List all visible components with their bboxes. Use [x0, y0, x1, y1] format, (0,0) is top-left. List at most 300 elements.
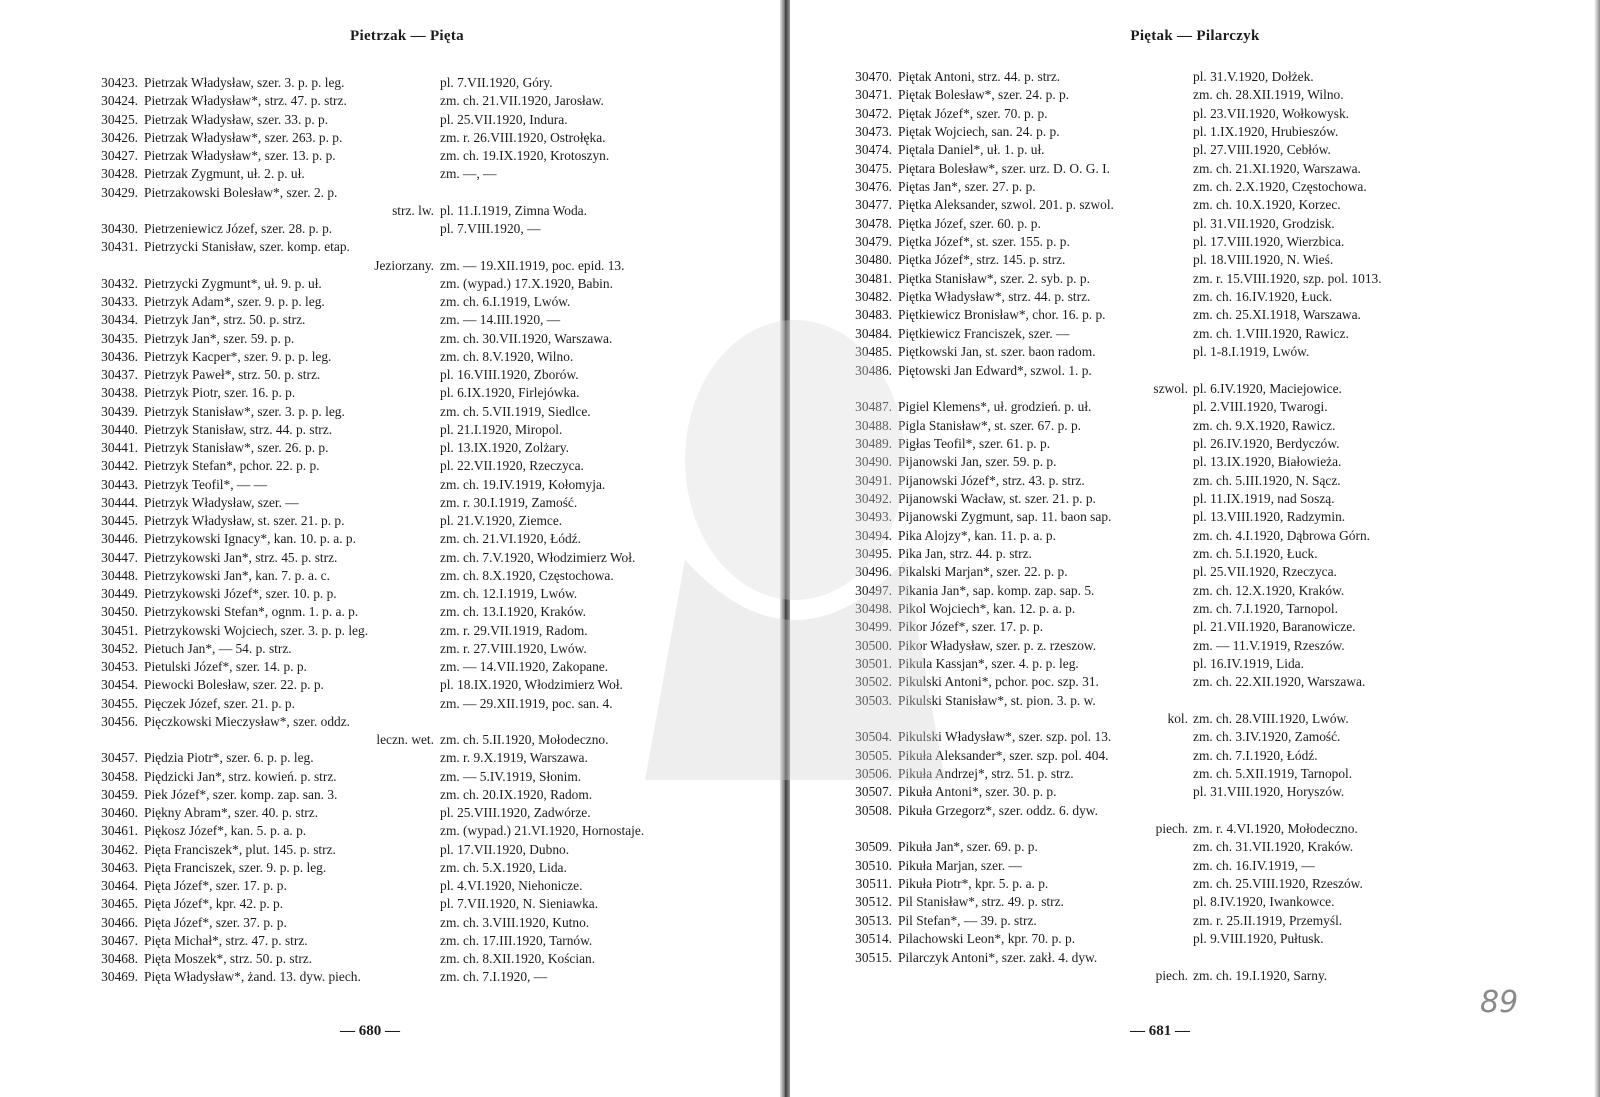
list-item [84, 74, 734, 92]
entry-name: Pikulski Władysław*, szer. szp. pol. 13. [898, 729, 1112, 745]
entry-fate: zm. ch. 25.XI.1918, Warszawa. [1193, 307, 1361, 323]
entry-name: Piętak Bolesław*, szer. 24. p. p. [898, 87, 1070, 103]
left-entry-list [84, 74, 734, 987]
entry-number: 30461. [101, 823, 138, 839]
entry-number: 30504. [855, 729, 892, 745]
list-item [838, 325, 1498, 343]
entry-fate: zm. ch. 12.I.1919, Lwów. [440, 586, 578, 601]
entry-number: 30431. [101, 239, 138, 255]
entry-name: Pietrzak Władysław, szer. 3. p. p. leg. [144, 75, 345, 90]
entry-continuation: piech. [1155, 967, 1188, 983]
entry-name: Piętala Daniel*, uł. 1. p. uł. [898, 142, 1045, 158]
entry-name: Pil Stefan*, — 39. p. strz. [898, 912, 1037, 928]
entry-name: Pietrzykowski Wojciech, szer. 3. p. p. leg. [144, 622, 369, 638]
entry-name: Piętka Aleksander, szwol. 201. p. szwol. [898, 197, 1114, 213]
entry-fate: pl. 9.VIII.1920, Pułtusk. [1193, 931, 1324, 947]
entry-name: Pietrzyk Stanisław*, szer. 3. p. p. leg. [144, 403, 345, 419]
entry-name: Pilarczyk Antoni*, szer. zakł. 4. dyw. [898, 949, 1098, 965]
list-item [838, 453, 1498, 471]
entry-number: 30482. [855, 289, 892, 305]
entry-fate: zm. — 5.IV.1919, Słonim. [440, 768, 582, 784]
entry-fate: zm. ch. 21.VI.1920, Łódź. [440, 531, 581, 547]
entry-name: Pietrzyk Jan*, strz. 50. p. strz. [144, 312, 306, 328]
entry-number: 30448. [101, 567, 138, 583]
entry-fate: pl. 1-8.I.1919, Lwów. [1193, 344, 1310, 360]
entry-name: Pikula Kassjan*, szer. 4. p. p. leg. [898, 656, 1079, 671]
list-item [838, 545, 1498, 563]
entry-fate: pl. 4.VI.1920, Niehonicze. [440, 878, 583, 893]
entry-name: Pięczek Józef, szer. 21. p. p. [144, 695, 295, 711]
entry-fate: zm. ch. 17.III.1920, Tarnów. [440, 932, 593, 948]
list-item [838, 490, 1498, 508]
list-item [838, 949, 1498, 967]
list-item [84, 330, 734, 348]
entry-name: Pietrzakowski Bolesław*, szer. 2. p. [144, 184, 338, 200]
list-item [838, 196, 1498, 214]
entry-number: 30445. [101, 513, 138, 528]
list-item [84, 549, 734, 567]
list-item [838, 692, 1498, 710]
entry-number: 30495. [855, 545, 892, 561]
entry-number: 30467. [101, 932, 138, 948]
entry-number: 30487. [855, 399, 892, 415]
entry-number: 30450. [101, 604, 138, 620]
entry-fate: zm. ch. 13.I.1920, Kraków. [440, 604, 587, 620]
entry-fate: zm. ch. 19.IV.1919, Kołomyja. [440, 476, 606, 492]
entry-number: 30444. [101, 494, 138, 510]
entry-fate: zm. r. 27.VIII.1920, Lwów. [440, 640, 587, 656]
entry-name: Pika Jan, strz. 44. p. strz. [898, 545, 1032, 561]
entry-name: Pikuła Grzegorz*, szer. oddz. 6. dyw. [898, 802, 1098, 818]
entry-number: 30512. [855, 894, 892, 910]
entry-number: 30485. [855, 344, 892, 360]
entry-number: 30424. [101, 93, 138, 109]
entry-fate: pl. 17.VII.1920, Dubno. [440, 841, 570, 857]
entry-name: Pikuła Antoni*, szer. 30. p. p. [898, 784, 1057, 800]
entry-fate: zm. ch. 16.IV.1919, — [1193, 857, 1315, 873]
list-item [838, 747, 1498, 765]
entry-fate: pl. 25.VII.1920, Rzeczyca. [1193, 564, 1337, 580]
entry-continuation: leczn. wet. [376, 732, 434, 747]
list-item [838, 123, 1498, 141]
left-page-header: Pietrzak — Pięta [350, 28, 464, 44]
entry-name: Pietuch Jan*, — 54. p. strz. [144, 640, 292, 656]
entry-number: 30494. [855, 527, 892, 543]
list-item [838, 306, 1498, 324]
entry-name: Piękosz Józef*, kan. 5. p. a. p. [144, 823, 307, 839]
entry-number: 30510. [855, 857, 892, 873]
entry-continuation: kol. [1167, 711, 1188, 727]
entry-name: Pikol Wojciech*, kan. 12. p. a. p. [898, 600, 1076, 616]
list-item [838, 563, 1498, 581]
entry-name: Piętara Bolesław*, szer. urz. D. O. G. I. [898, 160, 1110, 176]
entry-name: Pikor Władysław, szer. p. z. rzeszow. [898, 637, 1097, 653]
entry-fate: pl. 7.VII.1920, Góry. [440, 75, 553, 90]
entry-fate: zm. ch. 3.IV.1920, Zamość. [1193, 729, 1341, 745]
entry-fate: pl. 16.VIII.1920, Zborów. [440, 367, 579, 382]
entry-name: Pięta Józef*, kpr. 42. p. p. [144, 896, 284, 912]
entry-number: 30436. [101, 348, 138, 364]
entry-name: Piętak Antoni, strz. 44. p. strz. [898, 69, 1061, 84]
entry-fate: pl. 31.V.1920, Dołżek. [1193, 69, 1314, 84]
entry-fate: zm. ch. 5.III.1920, N. Sącz. [1193, 472, 1341, 488]
entry-name: Pietrzak Władysław*, szer. 263. p. p. [144, 129, 343, 145]
book-spine [780, 0, 790, 1097]
list-item [838, 508, 1498, 526]
entry-fate: pl. 21.V.1920, Ziemce. [440, 513, 563, 528]
entry-name: Piętkiewicz Bronisław*, chor. 16. p. p. [898, 307, 1106, 323]
list-item [838, 417, 1498, 435]
entry-fate: zm. ch. 22.XII.1920, Warszawa. [1193, 674, 1366, 690]
entry-name: Pigla Stanisław*, st. szer. 67. p. p. [898, 417, 1081, 433]
entry-fate: zm. r. 25.II.1919, Przemyśl. [1193, 912, 1343, 928]
entry-name: Pietrzykowski Jan*, kan. 7. p. a. c. [144, 567, 330, 583]
entry-continuation: strz. lw. [392, 202, 434, 218]
entry-name: Pikuła Jan*, szer. 69. p. p. [898, 839, 1038, 855]
entry-name: Pietrzyk Kacper*, szer. 9. p. p. leg. [144, 348, 332, 364]
entry-name: Pikuła Andrzej*, strz. 51. p. strz. [898, 766, 1074, 782]
entry-number: 30466. [101, 914, 138, 930]
entry-fate: zm. ch. 4.I.1920, Dąbrowa Górn. [1193, 527, 1371, 543]
entry-fate: zm. ch. 16.IV.1920, Łuck. [1193, 289, 1333, 305]
entry-name: Pięta Moszek*, strz. 50. p. strz. [144, 951, 313, 966]
entry-number: 30432. [101, 275, 138, 291]
entry-number: 30511. [855, 876, 892, 892]
list-item [838, 802, 1498, 820]
entry-fate: zm. ch. 5.II.1920, Mołodeczno. [440, 732, 609, 747]
list-item [84, 275, 734, 293]
entry-number: 30425. [101, 111, 138, 127]
list-item [838, 141, 1498, 159]
entry-fate: zm. ch. 5.VII.1919, Siedlce. [440, 403, 591, 419]
entry-name: Piewocki Bolesław, szer. 22. p. p. [144, 677, 324, 693]
list-item [838, 343, 1498, 361]
list-item [84, 804, 734, 822]
entry-number: 30451. [101, 622, 138, 638]
entry-name: Pięta Franciszek*, plut. 145. p. strz. [144, 841, 336, 857]
entry-fate: zm. r. 9.X.1919, Warszawa. [440, 750, 588, 766]
entry-fate: zm. ch. 7.I.1920, Łódź. [1193, 747, 1318, 763]
entry-name: Pikulski Stanisław*, st. pion. 3. p. w. [898, 692, 1096, 708]
entry-fate: zm. ch. 20.IX.1920, Radom. [440, 786, 593, 802]
entry-name: Piętka Józef*, st. szer. 155. p. p. [898, 234, 1070, 250]
entry-fate: zm. ch. 6.I.1919, Lwów. [440, 294, 571, 309]
entry-fate: zm. ch. 2.X.1920, Częstochowa. [1193, 179, 1367, 195]
entry-name: Pięta Franciszek, szer. 9. p. p. leg. [144, 859, 327, 875]
list-item [838, 967, 1498, 985]
entry-number: 30477. [855, 197, 892, 213]
entry-fate: pl. 13.IX.1920, Białowieża. [1193, 454, 1342, 470]
entry-name: Pietrzyk Paweł*, strz. 50. p. strz. [144, 367, 321, 382]
entry-number: 30489. [855, 435, 892, 451]
entry-name: Piędzia Piotr*, szer. 6. p. p. leg. [144, 750, 314, 766]
entry-number: 30464. [101, 878, 138, 893]
entry-fate: zm. ch. 5.I.1920, Łuck. [1193, 545, 1318, 561]
entry-fate: pl. 26.IV.1920, Berdyczów. [1193, 435, 1340, 451]
entry-number: 30481. [855, 270, 892, 286]
entry-number: 30452. [101, 640, 138, 656]
entry-number: 30515. [855, 949, 892, 965]
list-item [84, 147, 734, 165]
list-item [84, 457, 734, 475]
list-item [838, 582, 1498, 600]
entry-name: Pikor Józef*, szer. 17. p. p. [898, 619, 1044, 635]
list-item [84, 257, 734, 275]
entry-name: Pietrzykowski Stefan*, ognm. 1. p. a. p. [144, 604, 359, 620]
entry-fate: zm. ch. 7.V.1920, Włodzimierz Woł. [440, 549, 636, 565]
list-item [84, 384, 734, 402]
entry-fate: zm. ch. 10.X.1920, Korzec. [1193, 197, 1341, 213]
entry-name: Pięta Józef*, szer. 17. p. p. [144, 878, 287, 893]
entry-number: 30435. [101, 330, 138, 346]
entry-number: 30469. [101, 969, 138, 985]
entry-fate: pl. 1.IX.1920, Hrubieszów. [1193, 124, 1339, 140]
entry-name: Piętas Jan*, szer. 27. p. p. [898, 179, 1036, 195]
entry-name: Piętka Stanisław*, szer. 2. syb. p. p. [898, 270, 1090, 286]
entry-name: Pietrzyk Stanisław*, szer. 26. p. p. [144, 440, 329, 455]
entry-name: Pikuła Piotr*, kpr. 5. p. a. p. [898, 876, 1049, 892]
entry-number: 30479. [855, 234, 892, 250]
list-item [84, 129, 734, 147]
list-item [838, 673, 1498, 691]
entry-number: 30488. [855, 417, 892, 433]
entry-fate: zm. (wypad.) 21.VI.1920, Hornostaje. [440, 823, 645, 839]
entry-name: Pietrzak Władysław, szer. 33. p. p. [144, 111, 329, 127]
entry-name: Piętak Józef*, szer. 70. p. p. [898, 105, 1048, 121]
entry-number: 30475. [855, 160, 892, 176]
entry-number: 30438. [101, 385, 138, 401]
entry-fate: pl. 21.I.1920, Miropol. [440, 421, 563, 437]
list-item [838, 215, 1498, 233]
handwritten-margin-note: 89 [1480, 985, 1519, 1020]
entry-number: 30463. [101, 859, 138, 875]
entry-number: 30453. [101, 659, 138, 674]
entry-name: Pięta Michał*, strz. 47. p. strz. [144, 932, 308, 948]
entry-number: 30440. [101, 421, 138, 437]
list-item [84, 622, 734, 640]
list-item [84, 749, 734, 767]
list-item [84, 220, 734, 238]
entry-fate: zm. ch. 5.XII.1919, Tarnopol. [1193, 766, 1353, 782]
entry-name: Piętkiewicz Franciszek, szer. — [898, 325, 1070, 341]
entry-fate: pl. 17.VIII.1920, Wierzbica. [1193, 234, 1345, 250]
entry-fate: pl. 6.IX.1920, Firlejówka. [440, 385, 580, 401]
entry-number: 30500. [855, 637, 892, 653]
entry-fate: zm. ch. 7.I.1920, Tarnopol. [1193, 600, 1338, 616]
entry-number: 30446. [101, 531, 138, 547]
entry-number: 30514. [855, 931, 892, 947]
entry-name: Pietrzyk Władysław, st. szer. 21. p. p. [144, 513, 345, 528]
entry-number: 30492. [855, 490, 892, 506]
entry-name: Pietrzykowski Józef*, szer. 10. p. p. [144, 586, 337, 601]
list-item [838, 160, 1498, 178]
entry-name: Pietrzykowski Ignacy*, kan. 10. p. a. p. [144, 531, 356, 547]
entry-number: 30480. [855, 252, 892, 268]
entry-name: Piętka Józef, szer. 60. p. p. [898, 215, 1041, 231]
entry-fate: pl. 8.IV.1920, Iwankowce. [1193, 894, 1335, 910]
entry-fate: zm. — 14.VII.1920, Zakopane. [440, 659, 609, 674]
entry-name: Pietrzak Władysław*, szer. 13. p. p. [144, 148, 336, 163]
right-page [790, 0, 1600, 1097]
entry-number: 30509. [855, 839, 892, 855]
list-item [838, 68, 1498, 86]
entry-number: 30473. [855, 124, 892, 140]
list-item [838, 820, 1498, 838]
entry-number: 30496. [855, 564, 892, 580]
entry-number: 30507. [855, 784, 892, 800]
entry-fate: zm. ch. 19.IX.1920, Krotoszyn. [440, 148, 610, 163]
list-item [838, 728, 1498, 746]
entry-fate: pl. 7.VII.1920, N. Sieniawka. [440, 896, 599, 912]
entry-number: 30476. [855, 179, 892, 195]
list-item [838, 710, 1498, 728]
list-item [838, 105, 1498, 123]
entry-number: 30506. [855, 766, 892, 782]
entry-name: Pietrzeniewicz Józef, szer. 28. p. p. [144, 221, 333, 236]
list-item [84, 640, 734, 658]
entry-fate: zm. ch. 8.X.1920, Częstochowa. [440, 567, 614, 583]
list-item [838, 233, 1498, 251]
entry-number: 30505. [855, 747, 892, 763]
list-item [84, 859, 734, 877]
list-item [838, 912, 1498, 930]
entry-fate: zm. ch. 28.XII.1919, Wilno. [1193, 87, 1344, 103]
list-item [838, 398, 1498, 416]
entry-number: 30423. [101, 75, 138, 90]
left-page [0, 0, 780, 1097]
list-item [84, 494, 734, 512]
entry-number: 30439. [101, 403, 138, 419]
entry-number: 30455. [101, 695, 138, 711]
list-item [838, 893, 1498, 911]
entry-number: 30442. [101, 458, 138, 474]
entry-number: 30498. [855, 600, 892, 616]
entry-fate: zm. ch. 28.VIII.1920, Lwów. [1193, 711, 1349, 727]
list-item [84, 968, 734, 986]
entry-number: 30429. [101, 184, 138, 200]
list-item [838, 857, 1498, 875]
entry-name: Pietrzycki Zygmunt*, uł. 9. p. uł. [144, 275, 322, 291]
entry-fate: pl. 7.VIII.1920, — [440, 221, 541, 236]
entry-number: 30462. [101, 841, 138, 857]
list-item [84, 403, 734, 421]
right-entry-list [838, 68, 1498, 985]
entry-number: 30491. [855, 472, 892, 488]
list-item [84, 585, 734, 603]
entry-number: 30428. [101, 166, 138, 182]
entry-number: 30493. [855, 509, 892, 525]
entry-fate: pl. 25.VIII.1920, Zadwórze. [440, 805, 591, 820]
list-item [838, 362, 1498, 380]
list-item [838, 600, 1498, 618]
list-item [838, 783, 1498, 801]
entry-fate: pl. 16.IV.1919, Lida. [1193, 656, 1304, 671]
entry-fate: pl. 6.IV.1920, Maciejowice. [1193, 380, 1342, 396]
list-item [84, 238, 734, 256]
entry-fate: pl. 21.VII.1920, Baranowicze. [1193, 619, 1356, 635]
list-item [838, 765, 1498, 783]
entry-fate: pl. 11.I.1919, Zimna Woda. [440, 202, 587, 218]
entry-number: 30460. [101, 805, 138, 820]
entry-fate: pl. 31.VII.1920, Grodzisk. [1193, 215, 1335, 231]
entry-fate: zm. ch. 12.X.1920, Kraków. [1193, 582, 1345, 598]
list-item [84, 111, 734, 129]
entry-fate: zm. — 11.V.1919, Rzeszów. [1193, 637, 1345, 653]
list-item [84, 530, 734, 548]
list-item [84, 877, 734, 895]
list-item [838, 930, 1498, 948]
entry-name: Pil Stanisław*, strz. 49. p. strz. [898, 894, 1064, 910]
entry-name: Pięta Władysław*, żand. 13. dyw. piech. [144, 969, 361, 985]
list-item [84, 731, 734, 749]
entry-number: 30456. [101, 713, 138, 729]
entry-name: Pijanowski Józef*, strz. 43. p. strz. [898, 472, 1085, 488]
entry-fate: zm. ch. 9.X.1920, Rawicz. [1193, 417, 1336, 433]
entry-fate: zm. —, — [440, 166, 497, 182]
entry-fate: zm. r. 30.I.1919, Zamość. [440, 494, 578, 510]
list-item [84, 914, 734, 932]
list-item [838, 178, 1498, 196]
entry-name: Piękny Abram*, szer. 40. p. strz. [144, 805, 319, 820]
entry-number: 30465. [101, 896, 138, 912]
list-item [838, 618, 1498, 636]
entry-number: 30474. [855, 142, 892, 158]
entry-continuation: szwol. [1153, 380, 1188, 396]
list-item [84, 439, 734, 457]
entry-name: Pietrzak Zygmunt, uł. 2. p. uł. [144, 166, 305, 182]
entry-fate: zm. ch. 31.VII.1920, Kraków. [1193, 839, 1354, 855]
entry-fate: zm. ch. 19.I.1920, Sarny. [1193, 967, 1328, 983]
entry-number: 30434. [101, 312, 138, 328]
list-item [84, 165, 734, 183]
entry-name: Pietrzykowski Jan*, strz. 45. p. strz. [144, 549, 338, 565]
entry-name: Pilachowski Leon*, kpr. 70. p. p. [898, 931, 1076, 947]
entry-name: Piętka Józef*, strz. 145. p. strz. [898, 252, 1066, 268]
entry-fate: zm. r. 4.VI.1920, Mołodeczno. [1193, 821, 1358, 837]
entry-name: Piętkowski Jan, st. szer. baon radom. [898, 344, 1096, 360]
entry-fate: zm. — 29.XII.1919, poc. san. 4. [440, 695, 613, 711]
list-item [838, 380, 1498, 398]
list-item [838, 472, 1498, 490]
list-item [84, 92, 734, 110]
entry-number: 30441. [101, 440, 138, 455]
entry-name: Piętowski Jan Edward*, szwol. 1. p. [898, 362, 1092, 378]
entry-number: 30427. [101, 148, 138, 163]
entry-number: 30437. [101, 367, 138, 382]
list-item [84, 786, 734, 804]
list-item [84, 676, 734, 694]
entry-fate: zm. ch. 3.VIII.1920, Kutno. [440, 914, 590, 930]
list-item [84, 603, 734, 621]
list-item [838, 875, 1498, 893]
list-item [838, 838, 1498, 856]
entry-number: 30426. [101, 129, 138, 145]
list-item [838, 527, 1498, 545]
left-page-number: — 680 — [340, 1023, 400, 1039]
entry-number: 30508. [855, 802, 892, 818]
entry-number: 30497. [855, 582, 892, 598]
entry-name: Pijanowski Wacław, st. szer. 21. p. p. [898, 490, 1096, 506]
list-item [838, 655, 1498, 673]
entry-name: Pikalski Marjan*, szer. 22. p. p. [898, 564, 1068, 580]
list-item [838, 270, 1498, 288]
entry-name: Pikulski Antoni*, pchor. poc. szp. 31. [898, 674, 1099, 690]
list-item [84, 512, 734, 530]
list-item [838, 637, 1498, 655]
entry-number: 30471. [855, 87, 892, 103]
list-item [838, 288, 1498, 306]
entry-fate: pl. 27.VIII.1920, Cebłów. [1193, 142, 1331, 158]
